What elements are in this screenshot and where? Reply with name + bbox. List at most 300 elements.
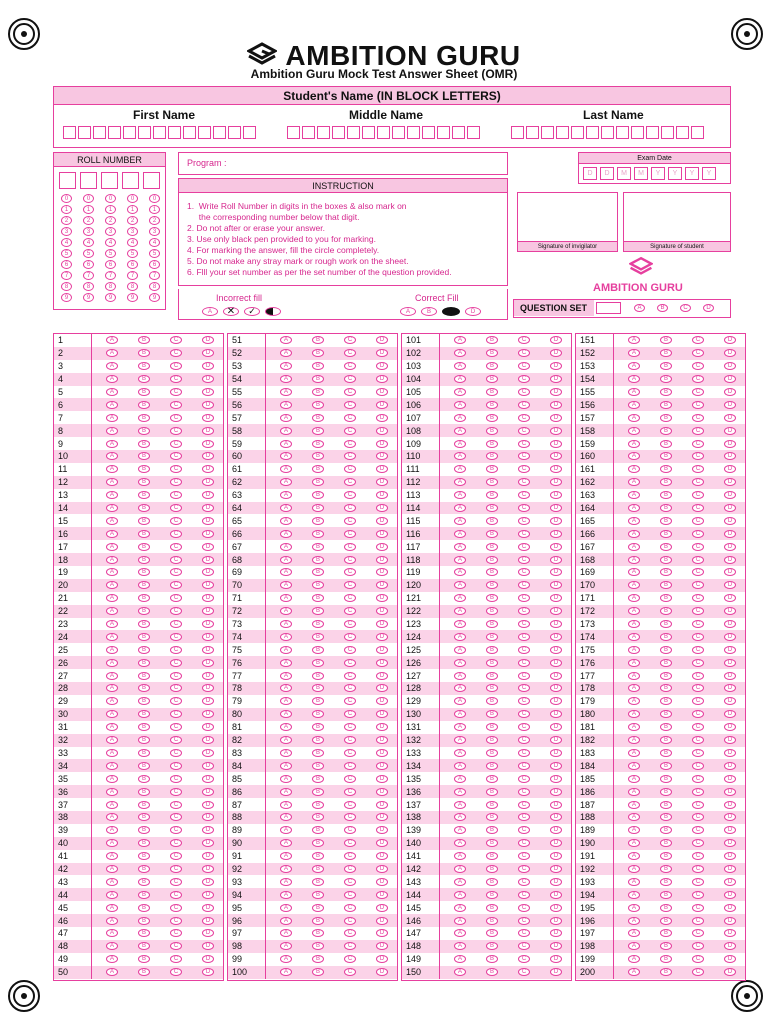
option-bubble-a[interactable]: A [454,801,466,809]
option-bubble-b[interactable]: B [138,891,150,899]
option-bubble-a[interactable]: A [628,865,640,873]
option-bubble-b[interactable]: B [138,414,150,422]
option-bubble-a[interactable]: A [280,504,292,512]
option-bubble-d[interactable]: D [550,917,562,925]
option-bubble-b[interactable]: B [660,427,672,435]
option-bubble-d[interactable]: D [202,581,214,589]
option-bubble-c[interactable]: C [170,478,182,486]
option-bubble-c[interactable]: C [344,349,356,357]
option-bubble-d[interactable]: D [202,788,214,796]
option-bubble-b[interactable]: B [312,697,324,705]
option-bubble-a[interactable]: A [454,929,466,937]
option-bubble-c[interactable]: C [692,440,704,448]
option-bubble-b[interactable]: B [660,607,672,615]
option-bubble-a[interactable]: A [106,672,118,680]
option-bubble-a[interactable]: A [628,839,640,847]
option-bubble-b[interactable]: B [660,775,672,783]
name-letter-box[interactable] [422,126,435,139]
option-bubble-b[interactable]: B [660,968,672,976]
option-bubble-c[interactable]: C [692,594,704,602]
option-bubble-c[interactable]: C [344,736,356,744]
option-bubble-b[interactable]: B [138,607,150,615]
option-bubble-b[interactable]: B [486,968,498,976]
option-bubble-b[interactable]: B [486,775,498,783]
option-bubble-c[interactable]: C [344,865,356,873]
option-bubble-a[interactable]: A [106,491,118,499]
option-bubble-a[interactable]: A [628,336,640,344]
option-bubble-c[interactable]: C [170,336,182,344]
option-bubble-a[interactable]: A [106,607,118,615]
option-bubble-c[interactable]: C [344,375,356,383]
option-bubble-a[interactable]: A [280,517,292,525]
option-bubble-b[interactable]: B [486,504,498,512]
option-bubble-c[interactable]: C [692,813,704,821]
roll-digit-bubble[interactable]: 9 [149,293,160,302]
option-bubble-c[interactable]: C [518,942,530,950]
option-bubble-a[interactable]: A [106,478,118,486]
option-bubble-b[interactable]: B [660,504,672,512]
option-bubble-c[interactable]: C [344,414,356,422]
option-bubble-a[interactable]: A [106,917,118,925]
exam-date-box[interactable]: D [583,167,597,180]
name-letter-box[interactable] [392,126,405,139]
option-bubble-c[interactable]: C [170,749,182,757]
name-letter-box[interactable] [183,126,196,139]
option-bubble-a[interactable]: A [280,723,292,731]
option-bubble-d[interactable]: D [724,710,736,718]
option-bubble-a[interactable]: A [454,556,466,564]
option-bubble-c[interactable]: C [518,813,530,821]
roll-digit-bubble[interactable]: 2 [61,216,72,225]
option-bubble-b[interactable]: B [138,440,150,448]
option-bubble-b[interactable]: B [312,672,324,680]
option-bubble-a[interactable]: A [628,684,640,692]
option-bubble-d[interactable]: D [724,775,736,783]
option-bubble-b[interactable]: B [312,401,324,409]
option-bubble-b[interactable]: B [660,362,672,370]
option-bubble-d[interactable]: D [550,556,562,564]
option-bubble-b[interactable]: B [486,942,498,950]
option-bubble-a[interactable]: A [106,568,118,576]
exam-date-box[interactable]: Y [685,167,699,180]
option-bubble-d[interactable]: D [724,672,736,680]
roll-digit-bubble[interactable]: 0 [83,194,94,203]
option-bubble-a[interactable]: A [454,401,466,409]
option-bubble-d[interactable]: D [202,710,214,718]
option-bubble-c[interactable]: C [692,955,704,963]
option-bubble-d[interactable]: D [376,530,388,538]
option-bubble-c[interactable]: C [692,878,704,886]
roll-digit-bubble[interactable]: 5 [127,249,138,258]
option-bubble-a[interactable]: A [280,942,292,950]
option-bubble-d[interactable]: D [724,891,736,899]
question-set-box[interactable] [596,302,621,314]
option-bubble-d[interactable]: D [376,452,388,460]
option-bubble-d[interactable]: D [550,427,562,435]
option-bubble-a[interactable]: A [454,904,466,912]
option-bubble-b[interactable]: B [138,684,150,692]
option-bubble-c[interactable]: C [170,349,182,357]
option-bubble-a[interactable]: A [454,659,466,667]
option-bubble-a[interactable]: A [280,775,292,783]
option-bubble-d[interactable]: D [376,607,388,615]
name-letter-box[interactable] [347,126,360,139]
option-bubble-c[interactable]: C [518,349,530,357]
option-bubble-d[interactable]: D [202,917,214,925]
option-bubble-a[interactable]: A [628,388,640,396]
option-bubble-a[interactable]: A [628,672,640,680]
option-bubble-c[interactable]: C [692,607,704,615]
option-bubble-d[interactable]: D [202,362,214,370]
option-bubble-c[interactable]: C [344,968,356,976]
option-bubble-d[interactable]: D [550,775,562,783]
option-bubble-d[interactable]: D [202,465,214,473]
option-bubble-d[interactable]: D [202,336,214,344]
option-bubble-b[interactable]: B [486,646,498,654]
option-bubble-c[interactable]: C [692,556,704,564]
option-bubble-b[interactable]: B [660,684,672,692]
option-bubble-d[interactable]: D [724,414,736,422]
option-bubble-b[interactable]: B [138,942,150,950]
option-bubble-b[interactable]: B [138,852,150,860]
name-letter-box[interactable] [362,126,375,139]
option-bubble-b[interactable]: B [312,891,324,899]
option-bubble-d[interactable]: D [550,517,562,525]
option-bubble-b[interactable]: B [486,839,498,847]
option-bubble-b[interactable]: B [138,646,150,654]
option-bubble-d[interactable]: D [550,968,562,976]
option-bubble-c[interactable]: C [170,530,182,538]
option-bubble-a[interactable]: A [454,878,466,886]
option-bubble-a[interactable]: A [454,684,466,692]
option-bubble-c[interactable]: C [692,762,704,770]
option-bubble-c[interactable]: C [692,659,704,667]
option-bubble-d[interactable]: D [724,375,736,383]
option-bubble-c[interactable]: C [170,427,182,435]
option-bubble-d[interactable]: D [724,504,736,512]
option-bubble-d[interactable]: D [376,968,388,976]
middle-name-boxes[interactable] [287,126,480,139]
option-bubble-b[interactable]: B [486,904,498,912]
option-bubble-c[interactable]: C [518,723,530,731]
option-bubble-b[interactable]: B [486,607,498,615]
option-bubble-a[interactable]: A [628,801,640,809]
option-bubble-d[interactable]: D [376,736,388,744]
option-bubble-c[interactable]: C [518,478,530,486]
option-bubble-c[interactable]: C [344,723,356,731]
option-bubble-c[interactable]: C [170,788,182,796]
roll-digit-bubble[interactable]: 5 [149,249,160,258]
option-bubble-a[interactable]: A [106,414,118,422]
option-bubble-c[interactable]: C [692,349,704,357]
option-bubble-c[interactable]: C [344,955,356,963]
option-bubble-b[interactable]: B [138,826,150,834]
option-bubble-b[interactable]: B [312,607,324,615]
option-bubble-a[interactable]: A [280,375,292,383]
roll-digit-bubble[interactable]: 6 [83,260,94,269]
option-bubble-b[interactable]: B [138,736,150,744]
option-bubble-d[interactable]: D [202,813,214,821]
option-bubble-a[interactable]: A [106,401,118,409]
option-bubble-c[interactable]: C [344,517,356,525]
option-bubble-d[interactable]: D [550,452,562,460]
option-bubble-d[interactable]: D [550,710,562,718]
option-bubble-c[interactable]: C [692,362,704,370]
option-bubble-d[interactable]: D [724,633,736,641]
option-bubble-b[interactable]: B [138,775,150,783]
option-bubble-a[interactable]: A [454,955,466,963]
roll-digit-bubble[interactable]: 4 [149,238,160,247]
option-bubble-d[interactable]: D [202,904,214,912]
option-bubble-a[interactable]: A [280,684,292,692]
option-bubble-a[interactable]: A [280,581,292,589]
name-letter-box[interactable] [377,126,390,139]
option-bubble-d[interactable]: D [202,594,214,602]
name-letter-box[interactable] [332,126,345,139]
option-bubble-d[interactable]: D [550,955,562,963]
option-bubble-d[interactable]: D [376,684,388,692]
option-bubble-b[interactable]: B [486,659,498,667]
name-letter-box[interactable] [213,126,226,139]
option-bubble-a[interactable]: A [106,749,118,757]
option-bubble-b[interactable]: B [138,594,150,602]
option-bubble-c[interactable]: C [170,388,182,396]
option-bubble-d[interactable]: D [202,607,214,615]
option-bubble-a[interactable]: A [628,813,640,821]
option-bubble-d[interactable]: D [724,517,736,525]
option-bubble-a[interactable]: A [280,904,292,912]
option-bubble-a[interactable]: A [106,594,118,602]
option-bubble-a[interactable]: A [280,388,292,396]
option-bubble-a[interactable]: A [454,543,466,551]
option-bubble-a[interactable]: A [106,530,118,538]
name-letter-box[interactable] [556,126,569,139]
option-bubble-b[interactable]: B [660,672,672,680]
option-bubble-a[interactable]: A [628,465,640,473]
option-bubble-a[interactable]: A [454,852,466,860]
question-set-option-c[interactable]: C [680,304,691,312]
roll-digit-bubble[interactable]: 9 [83,293,94,302]
option-bubble-b[interactable]: B [486,556,498,564]
option-bubble-c[interactable]: C [692,401,704,409]
option-bubble-c[interactable]: C [518,684,530,692]
option-bubble-a[interactable]: A [454,968,466,976]
option-bubble-a[interactable]: A [454,788,466,796]
option-bubble-b[interactable]: B [138,401,150,409]
option-bubble-d[interactable]: D [724,801,736,809]
option-bubble-c[interactable]: C [170,955,182,963]
option-bubble-a[interactable]: A [628,904,640,912]
option-bubble-c[interactable]: C [344,672,356,680]
name-letter-box[interactable] [302,126,315,139]
option-bubble-a[interactable]: A [106,517,118,525]
option-bubble-c[interactable]: C [344,530,356,538]
option-bubble-d[interactable]: D [724,723,736,731]
option-bubble-a[interactable]: A [106,710,118,718]
option-bubble-c[interactable]: C [344,801,356,809]
option-bubble-a[interactable]: A [106,620,118,628]
option-bubble-b[interactable]: B [660,401,672,409]
option-bubble-c[interactable]: C [518,375,530,383]
name-letter-box[interactable] [317,126,330,139]
option-bubble-c[interactable]: C [170,968,182,976]
roll-digit-bubble[interactable]: 3 [127,227,138,236]
name-letter-box[interactable] [541,126,554,139]
roll-number-boxes[interactable] [59,172,160,189]
option-bubble-b[interactable]: B [486,813,498,821]
roll-digit-bubble[interactable]: 5 [83,249,94,258]
option-bubble-d[interactable]: D [724,427,736,435]
option-bubble-b[interactable]: B [312,594,324,602]
option-bubble-b[interactable]: B [138,813,150,821]
roll-digit-box[interactable] [101,172,118,189]
option-bubble-b[interactable]: B [486,749,498,757]
option-bubble-c[interactable]: C [692,723,704,731]
option-bubble-d[interactable]: D [550,620,562,628]
option-bubble-a[interactable]: A [280,852,292,860]
option-bubble-a[interactable]: A [454,813,466,821]
option-bubble-d[interactable]: D [724,336,736,344]
option-bubble-c[interactable]: C [344,594,356,602]
option-bubble-b[interactable]: B [312,917,324,925]
option-bubble-c[interactable]: C [518,530,530,538]
option-bubble-a[interactable]: A [454,865,466,873]
option-bubble-d[interactable]: D [550,414,562,422]
option-bubble-c[interactable]: C [518,543,530,551]
option-bubble-a[interactable]: A [628,620,640,628]
option-bubble-a[interactable]: A [628,762,640,770]
option-bubble-b[interactable]: B [660,826,672,834]
option-bubble-c[interactable]: C [344,607,356,615]
option-bubble-b[interactable]: B [660,556,672,564]
option-bubble-b[interactable]: B [660,530,672,538]
option-bubble-c[interactable]: C [518,788,530,796]
option-bubble-d[interactable]: D [202,684,214,692]
option-bubble-c[interactable]: C [344,568,356,576]
option-bubble-a[interactable]: A [280,440,292,448]
option-bubble-d[interactable]: D [724,646,736,654]
option-bubble-c[interactable]: C [344,556,356,564]
option-bubble-a[interactable]: A [106,349,118,357]
option-bubble-b[interactable]: B [138,917,150,925]
option-bubble-d[interactable]: D [376,801,388,809]
option-bubble-b[interactable]: B [660,633,672,641]
name-letter-box[interactable] [601,126,614,139]
option-bubble-c[interactable]: C [344,427,356,435]
option-bubble-b[interactable]: B [312,646,324,654]
name-letter-box[interactable] [243,126,256,139]
option-bubble-b[interactable]: B [486,865,498,873]
option-bubble-c[interactable]: C [344,788,356,796]
option-bubble-b[interactable]: B [312,375,324,383]
option-bubble-a[interactable]: A [628,852,640,860]
option-bubble-b[interactable]: B [486,955,498,963]
option-bubble-a[interactable]: A [454,723,466,731]
option-bubble-d[interactable]: D [550,581,562,589]
option-bubble-c[interactable]: C [518,839,530,847]
option-bubble-d[interactable]: D [376,465,388,473]
option-bubble-a[interactable]: A [280,917,292,925]
option-bubble-a[interactable]: A [106,556,118,564]
roll-digit-bubble[interactable]: 8 [61,282,72,291]
option-bubble-c[interactable]: C [344,710,356,718]
option-bubble-d[interactable]: D [724,581,736,589]
option-bubble-b[interactable]: B [138,375,150,383]
name-letter-box[interactable] [661,126,674,139]
option-bubble-c[interactable]: C [170,826,182,834]
option-bubble-a[interactable]: A [280,478,292,486]
option-bubble-b[interactable]: B [138,491,150,499]
option-bubble-d[interactable]: D [202,955,214,963]
option-bubble-d[interactable]: D [550,697,562,705]
option-bubble-d[interactable]: D [202,452,214,460]
option-bubble-b[interactable]: B [312,788,324,796]
option-bubble-a[interactable]: A [106,684,118,692]
option-bubble-d[interactable]: D [202,530,214,538]
option-bubble-a[interactable]: A [454,620,466,628]
option-bubble-b[interactable]: B [138,659,150,667]
option-bubble-c[interactable]: C [692,414,704,422]
option-bubble-d[interactable]: D [550,568,562,576]
option-bubble-a[interactable]: A [280,710,292,718]
option-bubble-d[interactable]: D [202,401,214,409]
name-letter-box[interactable] [78,126,91,139]
option-bubble-b[interactable]: B [486,762,498,770]
option-bubble-c[interactable]: C [170,929,182,937]
invigilator-signature-box[interactable] [517,192,618,252]
option-bubble-a[interactable]: A [628,362,640,370]
option-bubble-d[interactable]: D [202,478,214,486]
option-bubble-a[interactable]: A [628,427,640,435]
option-bubble-b[interactable]: B [486,349,498,357]
option-bubble-c[interactable]: C [170,736,182,744]
option-bubble-c[interactable]: C [692,801,704,809]
option-bubble-b[interactable]: B [660,904,672,912]
roll-digit-bubble[interactable]: 7 [61,271,72,280]
option-bubble-a[interactable]: A [628,878,640,886]
option-bubble-b[interactable]: B [312,736,324,744]
option-bubble-c[interactable]: C [518,388,530,396]
option-bubble-b[interactable]: B [486,788,498,796]
option-bubble-c[interactable]: C [692,620,704,628]
option-bubble-d[interactable]: D [376,891,388,899]
option-bubble-d[interactable]: D [550,646,562,654]
option-bubble-a[interactable]: A [106,427,118,435]
option-bubble-d[interactable]: D [550,388,562,396]
option-bubble-b[interactable]: B [138,749,150,757]
option-bubble-c[interactable]: C [170,723,182,731]
option-bubble-d[interactable]: D [724,917,736,925]
option-bubble-a[interactable]: A [280,788,292,796]
option-bubble-d[interactable]: D [724,826,736,834]
option-bubble-c[interactable]: C [518,826,530,834]
option-bubble-a[interactable]: A [106,968,118,976]
option-bubble-c[interactable]: C [344,336,356,344]
option-bubble-a[interactable]: A [454,942,466,950]
option-bubble-a[interactable]: A [628,478,640,486]
option-bubble-d[interactable]: D [202,801,214,809]
roll-digit-bubble[interactable]: 7 [105,271,116,280]
option-bubble-b[interactable]: B [486,427,498,435]
option-bubble-a[interactable]: A [106,955,118,963]
option-bubble-c[interactable]: C [170,414,182,422]
option-bubble-b[interactable]: B [660,452,672,460]
option-bubble-b[interactable]: B [138,556,150,564]
option-bubble-b[interactable]: B [660,929,672,937]
option-bubble-c[interactable]: C [170,568,182,576]
option-bubble-a[interactable]: A [280,568,292,576]
option-bubble-c[interactable]: C [344,543,356,551]
